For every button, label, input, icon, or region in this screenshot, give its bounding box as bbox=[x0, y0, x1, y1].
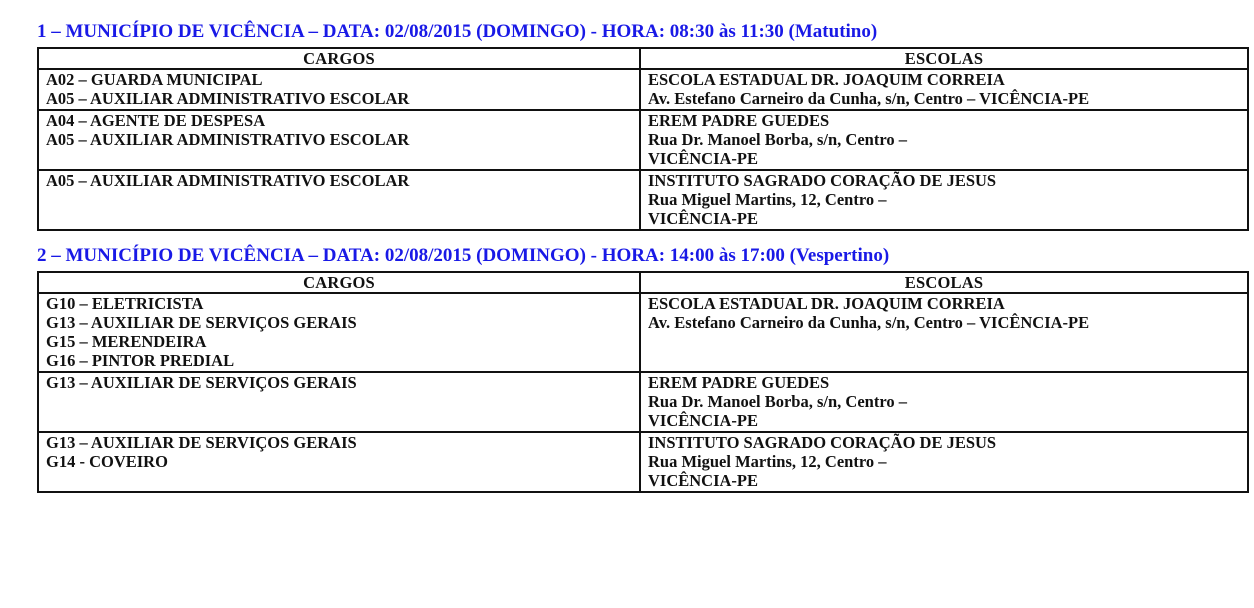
cargo-line: A05 – AUXILIAR ADMINISTRATIVO ESCOLAR bbox=[46, 89, 410, 108]
school-name: INSTITUTO SAGRADO CORAÇÃO DE JESUS bbox=[648, 171, 997, 190]
table-row bbox=[38, 170, 1248, 230]
school-name: ESCOLA ESTADUAL DR. JOAQUIM CORREIA bbox=[648, 294, 1005, 313]
escolas-cell bbox=[640, 110, 1248, 170]
school-address-line: Rua Miguel Martins, 12, Centro – bbox=[648, 190, 887, 209]
cargo-line: A05 – AUXILIAR ADMINISTRATIVO ESCOLAR bbox=[46, 171, 410, 190]
escolas-cell bbox=[640, 170, 1248, 230]
schedule-section bbox=[37, 244, 1247, 493]
column-header-cargos: CARGOS bbox=[38, 48, 640, 69]
school-address-line: VICÊNCIA-PE bbox=[648, 471, 759, 490]
escolas-cell bbox=[640, 372, 1248, 432]
cargos-cell bbox=[38, 110, 640, 170]
school-name: ESCOLA ESTADUAL DR. JOAQUIM CORREIA bbox=[648, 70, 1005, 89]
school-address-line: Av. Estefano Carneiro da Cunha, s/n, Centro – VICÊNCIA-PE bbox=[648, 89, 1090, 108]
section-heading: 2 – MUNICÍPIO DE VICÊNCIA – DATA: 02/08/2015 (DOMINGO) - HORA: 14:00 às 17:00 (Vespertino) bbox=[37, 245, 890, 266]
cargo-line: A05 – AUXILIAR ADMINISTRATIVO ESCOLAR bbox=[46, 130, 410, 149]
school-address-line: VICÊNCIA-PE bbox=[648, 149, 759, 168]
cargo-line: G13 – AUXILIAR DE SERVIÇOS GERAIS bbox=[46, 313, 357, 332]
schedule-table bbox=[37, 271, 1249, 493]
column-header-escolas: ESCOLAS bbox=[640, 272, 1248, 293]
table-row bbox=[38, 372, 1248, 432]
cargo-line: G15 – MERENDEIRA bbox=[46, 332, 207, 351]
cargo-line: A04 – AGENTE DE DESPESA bbox=[46, 111, 266, 130]
cargo-line: G14 - COVEIRO bbox=[46, 452, 168, 471]
section-heading: 1 – MUNICÍPIO DE VICÊNCIA – DATA: 02/08/2015 (DOMINGO) - HORA: 08:30 às 11:30 (Matutino) bbox=[37, 21, 878, 42]
school-address-line: VICÊNCIA-PE bbox=[648, 209, 759, 228]
cargo-line: G16 – PINTOR PREDIAL bbox=[46, 351, 235, 370]
cargos-cell bbox=[38, 293, 640, 372]
cargos-cell bbox=[38, 372, 640, 432]
cargos-cell bbox=[38, 69, 640, 110]
column-header-cargos: CARGOS bbox=[38, 272, 640, 293]
schedule-section bbox=[37, 20, 1247, 231]
school-address-line: Rua Dr. Manoel Borba, s/n, Centro – bbox=[648, 130, 907, 149]
cargos-cell bbox=[38, 170, 640, 230]
cargos-cell bbox=[38, 432, 640, 492]
school-address-line: Rua Miguel Martins, 12, Centro – bbox=[648, 452, 887, 471]
school-address-line: Av. Estefano Carneiro da Cunha, s/n, Centro – VICÊNCIA-PE bbox=[648, 313, 1090, 332]
school-name: INSTITUTO SAGRADO CORAÇÃO DE JESUS bbox=[648, 433, 997, 452]
school-name: EREM PADRE GUEDES bbox=[648, 373, 830, 392]
school-address-line: Rua Dr. Manoel Borba, s/n, Centro – bbox=[648, 392, 907, 411]
table-row bbox=[38, 293, 1248, 372]
table-row bbox=[38, 69, 1248, 110]
cargo-line: G13 – AUXILIAR DE SERVIÇOS GERAIS bbox=[46, 433, 357, 452]
escolas-cell bbox=[640, 293, 1248, 372]
table-header-row bbox=[38, 272, 1248, 293]
table-row bbox=[38, 110, 1248, 170]
column-header-escolas: ESCOLAS bbox=[640, 48, 1248, 69]
cargo-line: G13 – AUXILIAR DE SERVIÇOS GERAIS bbox=[46, 373, 357, 392]
escolas-cell bbox=[640, 69, 1248, 110]
school-address-line: VICÊNCIA-PE bbox=[648, 411, 759, 430]
table-header-row bbox=[38, 48, 1248, 69]
cargo-line: G10 – ELETRICISTA bbox=[46, 294, 204, 313]
cargo-line: A02 – GUARDA MUNICIPAL bbox=[46, 70, 263, 89]
schedule-table bbox=[37, 47, 1249, 231]
school-name: EREM PADRE GUEDES bbox=[648, 111, 830, 130]
table-row bbox=[38, 432, 1248, 492]
escolas-cell bbox=[640, 432, 1248, 492]
